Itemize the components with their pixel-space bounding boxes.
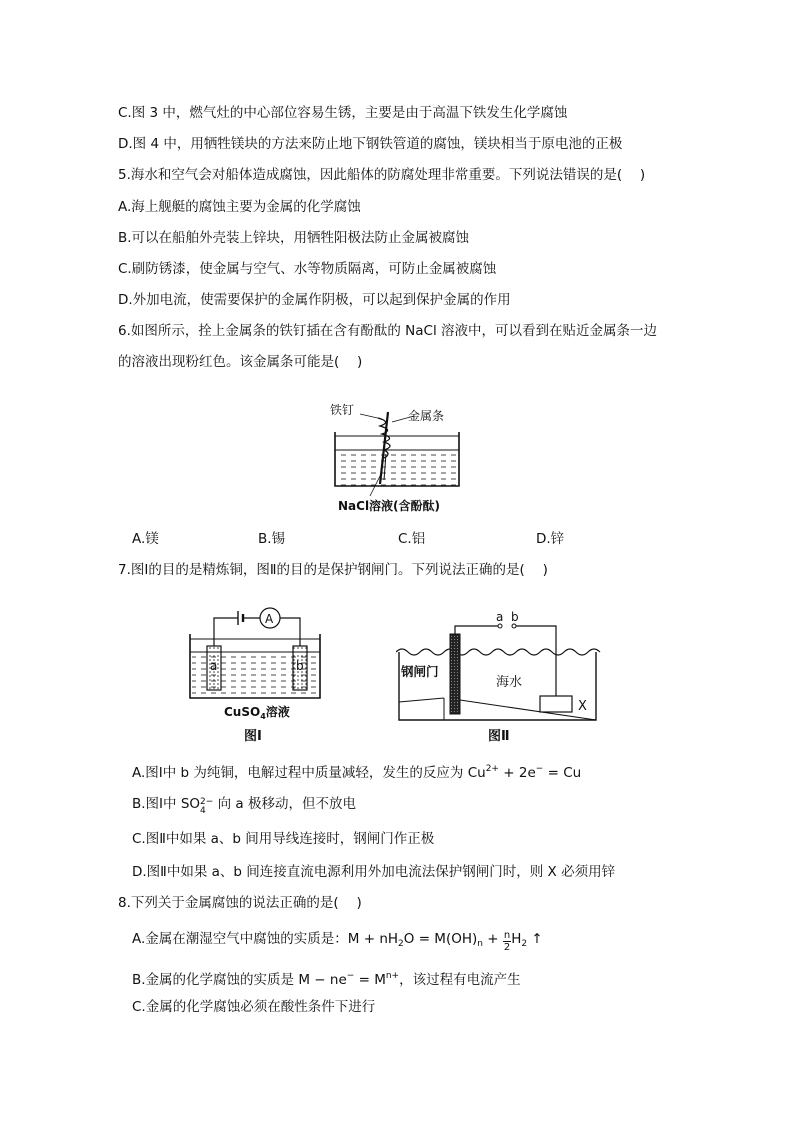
figure-q6-beaker — [300, 392, 490, 526]
question-7: 7.图Ⅰ的目的是精炼铜，图Ⅱ的目的是保护钢闸门。下列说法正确的是( ) — [118, 562, 548, 578]
electrode-b-label: b — [296, 659, 304, 673]
electrode-a-label: a — [210, 659, 218, 673]
q5-option-c: C.刷防锈漆，使金属与空气、水等物质隔离，可防止金属被腐蚀 — [118, 261, 497, 277]
question-5: 5.海水和空气会对船体造成腐蚀，因此船体的防腐处理非常重要。下列说法错误的是( ) — [118, 167, 646, 183]
question-6-line1: 6.如图所示，拴上金属条的铁钉插在含有酚酞的 NaCl 溶液中，可以看到在贴近金属条一边 — [118, 323, 658, 339]
label-metal-strip: 金属条 — [408, 409, 445, 423]
label-nacl-solution: NaCl溶液(含酚酞) — [338, 499, 441, 513]
x-label: X — [578, 699, 587, 714]
q6-option-c: C.铝 — [398, 531, 426, 547]
question-6-line2: 的溶液出现粉红色。该金属条可能是( ) — [118, 354, 363, 370]
q5-option-d: D.外加电流，使需要保护的金属作阴极，可以起到保护金属的作用 — [118, 292, 511, 308]
figure-q7-steel-gate — [396, 608, 602, 752]
q5-option-b: B.可以在船舶外壳装上锌块，用牺牲阳极法防止金属被腐蚀 — [118, 230, 470, 246]
terminal-b-label: b — [511, 610, 519, 624]
option-d-fig4: D.图 4 中，用牺牲镁块的方法来防止地下钢铁管道的腐蚀，镁块相当于原电池的正极 — [118, 136, 623, 152]
q6-option-a: A.镁 — [132, 531, 159, 547]
q5-option-a: A.海上舰艇的腐蚀主要为金属的化学腐蚀 — [118, 199, 361, 215]
q6-option-b: B.锡 — [258, 531, 286, 547]
question-8: 8.下列关于金属腐蚀的说法正确的是( ) — [118, 895, 362, 911]
q6-option-d: D.锌 — [536, 531, 565, 547]
q8-option-a: A.金属在潮湿空气中腐蚀的实质是：$M + nH_2O = M(OH)_n$ + $\frac{n}{2}$ $H_2$ ↑ — [132, 930, 543, 953]
figure-1-caption: 图Ⅰ — [244, 729, 262, 744]
ammeter-label: A — [265, 612, 274, 626]
figure-q7-electrolysis — [180, 606, 330, 750]
q7-option-d: D.图Ⅱ中如果 a、b 间连接直流电源利用外加电流法保护钢闸门时，则 X 必须用锌 — [132, 864, 616, 880]
q7-option-c: C.图Ⅱ中如果 a、b 间用导线连接时，钢闸门作正极 — [132, 831, 435, 847]
steel-gate-label: 钢闸门 — [401, 664, 439, 679]
cuso4-label: CuSO$_4$溶液 — [224, 705, 290, 721]
terminal-a-label: a — [496, 610, 504, 624]
q7-option-b: B.图Ⅰ中 SO 2− 4 向 a 极移动，但不放电 — [132, 796, 356, 816]
seawater-label: 海水 — [496, 675, 523, 690]
q8-option-b: B.金属的化学腐蚀的实质是 $M - ne^- = M^{n+}$，该过程有电流产生 — [132, 971, 521, 988]
label-iron-nail: 铁钉 — [330, 403, 355, 417]
figure-2-caption: 图Ⅱ — [488, 729, 510, 744]
q8-option-c: C.金属的化学腐蚀必须在酸性条件下进行 — [132, 999, 376, 1015]
q7-option-a: A.图Ⅰ中 b 为纯铜，电解过程中质量减轻，发生的反应为 $Cu^{2+} + 2e^- = Cu$ — [132, 764, 582, 781]
option-c-fig3: C.图 3 中，燃气灶的中心部位容易生锈，主要是由于高温下铁发生化学腐蚀 — [118, 105, 568, 121]
